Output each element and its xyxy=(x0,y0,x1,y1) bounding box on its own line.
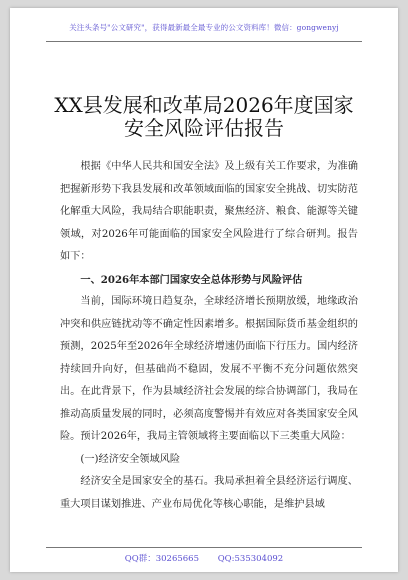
footer xyxy=(10,552,398,564)
footer-qq-group: QQ群：30265665 xyxy=(124,554,199,564)
footer-qq-contact: QQ:535304092 xyxy=(217,554,284,564)
header-banner: 关注头条号"公文研究"，获得最新最全最专业的公文资料库！微信：gongwenyj xyxy=(69,23,339,32)
subsection-heading: (一)经济安全领域风险 xyxy=(80,453,181,465)
header-divider xyxy=(46,41,362,42)
document-page xyxy=(10,8,398,572)
document-title-line-1: XX县发展和改革局2026年度国家 xyxy=(54,93,354,117)
intro-paragraph: 根据《中华人民共和国安全法》及上级有关工作要求，为准确把握新形势下我县发展和改革领域面临的国家安全挑战、切实防范化解重大风险，我局结合职能职责，聚焦经济、粮食、能源等关键领域，对2026年可能面临的国家安全风险进行了综合研判。报告如下： xyxy=(60,161,358,262)
subsection-paragraph: 经济安全是国家安全的基石。我局承担着全县经济运行调度、重大项目谋划推进、产业布局优化等核心职能，是维护县域 xyxy=(60,476,358,510)
footer-divider xyxy=(46,547,362,548)
section-paragraph: 当前，国际环境日趋复杂，全球经济增长预期放缓，地缘政治冲突和供应链扰动等不确定性因素增多。根据国际货币基金组织的预测，2025年至2026年全球经济增速仍面临下行压力。国内经济持续回升向好，但基础尚不稳固，发展不平衡不充分问题依然突出。在此背景下，作为县域经济社会发展的综合协调部门，我局在推动高质量发展的同时，必须高度警惕并有效应对各类国家安全风险。预计2026年，我局主管领域将主要面临以下三类重大风险： xyxy=(60,296,358,442)
document-title-line-2: 安全风险评估报告 xyxy=(124,116,284,140)
section-heading: 一、2026年本部门国家安全总体形势与风险评估 xyxy=(80,273,303,286)
document-body xyxy=(60,156,358,516)
